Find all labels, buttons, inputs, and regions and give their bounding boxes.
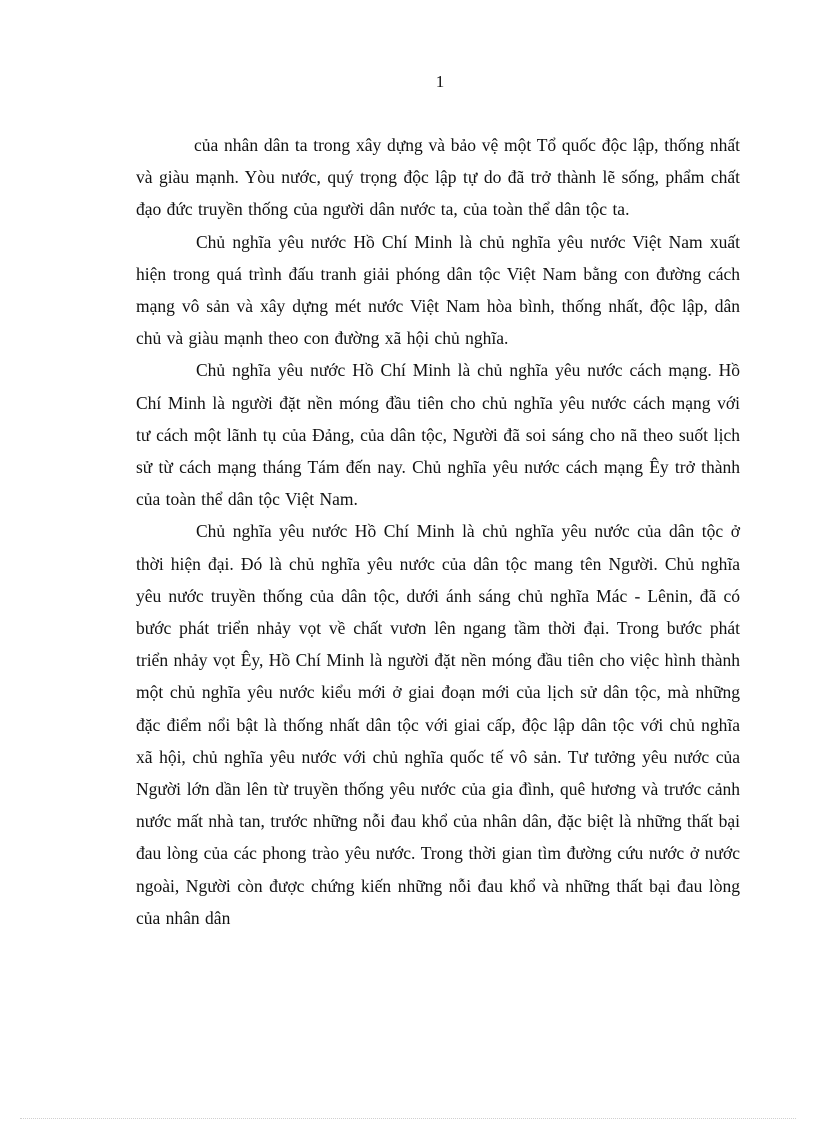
paragraph-3: Chủ nghĩa yêu nước Hồ Chí Minh là chủ nghĩa yêu nước cách mạng. Hồ Chí Minh là người đặt nền móng đầu tiên cho chủ nghĩa yêu nước cách mạng với tư cách một lãnh tụ của Đảng, của dân tộc, Người đã soi sáng cho nã theo suốt lịch sử từ cách mạng tháng Tám đến nay. Chủ nghĩa yêu nước cách mạng Êy trở thành của toàn thể dân tộc Việt Nam. [136,360,740,510]
document-body [136,129,740,934]
paragraph-1: của nhân dân ta trong xây dựng và bảo vệ một Tổ quốc độc lập, thống nhất và giàu mạnh. Yòu nước, quý trọng độc lập tự do đã trở thành lẽ sống, phẩm chất đạo đức truyền thống của người dân nước ta, của toàn thể dân tộc ta. [136,135,740,220]
page-bottom-border [20,1118,796,1119]
page-number: 1 [435,72,445,91]
paragraph-4: Chủ nghĩa yêu nước Hồ Chí Minh là chủ nghĩa yêu nước của dân tộc ở thời hiện đại. Đó là chủ nghĩa yêu nước của dân tộc mang tên Người. Chủ nghĩa yêu nước truyền thống của dân tộc, dưới ánh sáng chủ nghĩa Mác - Lênin, đã có bước phát triển nhảy vọt về chất vươn lên ngang tầm thời đại. Trong bước phát triển nhảy vọt Êy, Hồ Chí Minh là người đặt nền móng đầu tiên cho việc hình thành một chủ nghĩa yêu nước kiểu mới ở giai đoạn mới của lịch sử dân tộc, mà những đặc điểm nổi bật là thống nhất dân tộc với giai cấp, độc lập dân tộc với chủ nghĩa xã hội, chủ nghĩa yêu nước với chủ nghĩa quốc tế vô sản. Tư tưởng yêu nước của Người lớn dần lên từ truyền thống yêu nước của gia đình, quê hương và trước cảnh nước mất nhà tan, trước những nỗi đau khổ của nhân dân, đặc biệt là những thất bại đau lòng của các phong trào yêu nước. Trong thời gian tìm đường cứu nước ở nước ngoài, Người còn được chứng kiến những nỗi đau khổ và những thất bại đau lòng của nhân dân [136,521,740,928]
paragraph-2: Chủ nghĩa yêu nước Hồ Chí Minh là chủ nghĩa yêu nước Việt Nam xuất hiện trong quá trình đấu tranh giải phóng dân tộc Việt Nam bằng con đường cách mạng vô sản và xây dựng mét nước Việt Nam hòa bình, thống nhất, độc lập, dân chủ và giàu mạnh theo con đường xã hội chủ nghĩa. [136,231,740,349]
